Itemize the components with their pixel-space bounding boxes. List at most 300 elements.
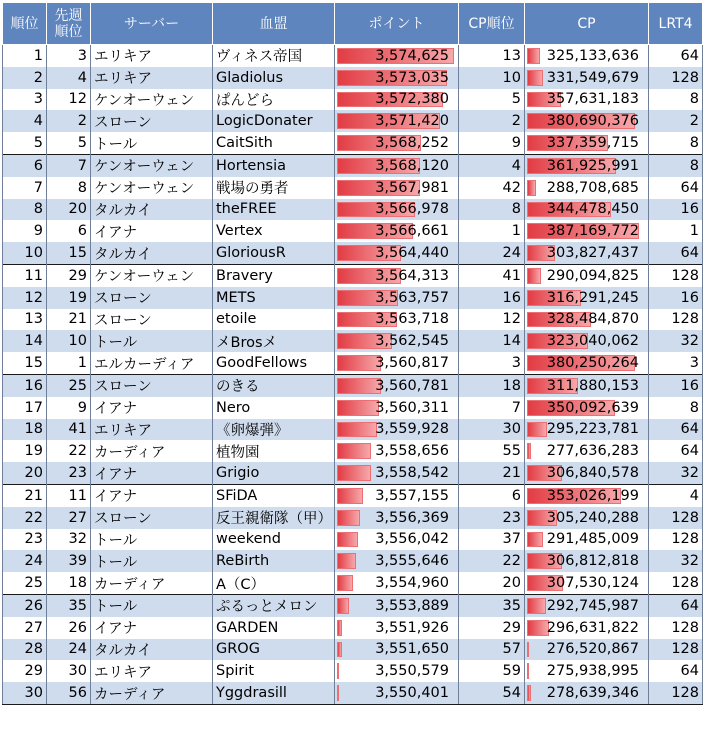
- table-row: [3, 594, 703, 616]
- lrt4-cell: 128: [649, 572, 703, 594]
- cp-cell-value: 323,040,062: [546, 333, 639, 350]
- guild-cell: Bravery: [213, 264, 335, 286]
- rank-cell: 29: [3, 660, 47, 682]
- cp-cell-bar: [527, 422, 547, 438]
- points-cell-value: 3,567,981: [375, 179, 449, 196]
- previous-rank-cell: 39: [47, 550, 91, 572]
- cp-cell-value: 306,840,578: [546, 465, 639, 482]
- points-cell-value: 3,557,155: [375, 487, 449, 504]
- points-cell-bar: [337, 532, 358, 548]
- previous-rank-cell: 6: [47, 220, 91, 242]
- cp-rank-cell: 54: [459, 682, 525, 704]
- cp-rank-cell: 9: [459, 132, 525, 154]
- cp-cell-value: 305,240,288: [546, 509, 639, 526]
- points-cell-bar: [337, 443, 371, 459]
- server-cell: トール: [91, 330, 213, 352]
- lrt4-cell: 8: [649, 154, 703, 176]
- cp-cell: [525, 529, 649, 551]
- lrt4-cell: 64: [649, 594, 703, 616]
- cp-cell-bar: [527, 532, 543, 548]
- cp-cell-value: 328,484,870: [546, 311, 639, 328]
- rank-cell: 13: [3, 309, 47, 331]
- table-row: [3, 374, 703, 396]
- lrt4-cell: 128: [649, 264, 703, 286]
- rank-cell: 7: [3, 177, 47, 199]
- table-row: [3, 199, 703, 221]
- lrt4-cell: 128: [649, 309, 703, 331]
- points-cell-value: 3,559,928: [375, 421, 449, 438]
- cp-cell-bar: [527, 180, 536, 196]
- table-row: [3, 462, 703, 484]
- points-cell: [335, 617, 459, 639]
- cp-rank-cell: 41: [459, 264, 525, 286]
- points-cell-value: 3,560,781: [375, 377, 449, 394]
- rank-cell: 26: [3, 594, 47, 616]
- guild-cell: ぱんどら: [213, 89, 335, 111]
- table-row: [3, 220, 703, 242]
- guild-cell: Nero: [213, 397, 335, 419]
- cp-cell-value: 357,631,183: [546, 91, 639, 108]
- guild-cell: Vertex: [213, 220, 335, 242]
- rank-cell: 12: [3, 287, 47, 309]
- points-cell-value: 3,556,042: [375, 531, 449, 548]
- previous-rank-cell: 23: [47, 462, 91, 484]
- cp-cell-value: 331,549,679: [546, 69, 639, 86]
- table-row: [3, 682, 703, 704]
- server-cell: ケンオーウェン: [91, 154, 213, 176]
- previous-rank-cell: 24: [47, 639, 91, 661]
- cp-rank-cell: 1: [459, 220, 525, 242]
- points-cell-value: 3,572,380: [375, 91, 449, 108]
- cp-cell-bar: [527, 443, 531, 459]
- rank-cell: 5: [3, 132, 47, 154]
- guild-cell: GloriousR: [213, 242, 335, 264]
- rank-cell: 8: [3, 199, 47, 221]
- points-cell-value: 3,566,978: [375, 201, 449, 218]
- server-cell: イアナ: [91, 484, 213, 506]
- cp-rank-cell: 30: [459, 419, 525, 441]
- points-cell-value: 3,556,369: [375, 509, 449, 526]
- server-cell: エリキア: [91, 67, 213, 89]
- previous-rank-cell: 29: [47, 264, 91, 286]
- points-cell: [335, 330, 459, 352]
- cp-cell: [525, 220, 649, 242]
- points-cell-value: 3,560,311: [375, 399, 449, 416]
- points-cell-value: 3,558,656: [375, 443, 449, 460]
- points-cell-value: 3,550,401: [375, 685, 449, 701]
- cp-cell-value: 277,636,283: [546, 443, 639, 460]
- table-row: [3, 67, 703, 89]
- points-cell: [335, 529, 459, 551]
- server-cell: スローン: [91, 287, 213, 309]
- points-cell-value: 3,564,440: [375, 245, 449, 262]
- cp-cell-bar: [527, 598, 546, 614]
- rank-cell: 6: [3, 154, 47, 176]
- cp-rank-cell: 18: [459, 374, 525, 396]
- lrt4-cell: 32: [649, 330, 703, 352]
- table-row: [3, 529, 703, 551]
- cp-rank-cell: 2: [459, 110, 525, 132]
- guild-cell: GoodFellows: [213, 352, 335, 374]
- previous-rank-cell: 25: [47, 374, 91, 396]
- cp-cell: [525, 660, 649, 682]
- points-cell-bar: [337, 663, 339, 679]
- points-cell-value: 3,571,420: [375, 113, 449, 130]
- guild-cell: weekend: [213, 529, 335, 551]
- guild-cell: SFiDA: [213, 484, 335, 506]
- header-previous-rank: 先週 順位: [47, 3, 91, 45]
- lrt4-cell: 128: [649, 67, 703, 89]
- server-cell: カーディア: [91, 682, 213, 704]
- header-row: [3, 3, 703, 45]
- cp-rank-cell: 13: [459, 45, 525, 67]
- cp-cell-value: 380,250,264: [546, 355, 639, 372]
- guild-cell: Gladiolus: [213, 67, 335, 89]
- server-cell: イアナ: [91, 462, 213, 484]
- lrt4-cell: 32: [649, 462, 703, 484]
- points-cell: [335, 309, 459, 331]
- points-cell: [335, 550, 459, 572]
- lrt4-cell: 128: [649, 682, 703, 704]
- previous-rank-cell: 30: [47, 660, 91, 682]
- cp-cell-value: 325,133,636: [546, 47, 639, 64]
- guild-cell: Hortensia: [213, 154, 335, 176]
- previous-rank-cell: 5: [47, 132, 91, 154]
- points-cell: [335, 89, 459, 111]
- cp-rank-cell: 21: [459, 462, 525, 484]
- cp-rank-cell: 20: [459, 572, 525, 594]
- table-row: [3, 419, 703, 441]
- guild-cell: ヴィネス帝国: [213, 45, 335, 67]
- lrt4-cell: 16: [649, 374, 703, 396]
- previous-rank-cell: 7: [47, 154, 91, 176]
- cp-rank-cell: 16: [459, 287, 525, 309]
- server-cell: エリキア: [91, 419, 213, 441]
- cp-cell-value: 307,530,124: [546, 575, 639, 592]
- previous-rank-cell: 20: [47, 199, 91, 221]
- rank-cell: 20: [3, 462, 47, 484]
- rank-cell: 30: [3, 682, 47, 704]
- lrt4-cell: 32: [649, 550, 703, 572]
- points-cell: [335, 572, 459, 594]
- cp-cell-value: 292,745,987: [546, 597, 639, 614]
- lrt4-cell: 64: [649, 242, 703, 264]
- rank-cell: 10: [3, 242, 47, 264]
- cp-rank-cell: 22: [459, 550, 525, 572]
- previous-rank-cell: 19: [47, 287, 91, 309]
- header-server: サーバー: [91, 3, 213, 45]
- cp-cell: [525, 419, 649, 441]
- cp-rank-cell: 29: [459, 617, 525, 639]
- header-lrt4: LRT4: [649, 3, 703, 45]
- guild-cell: GROG: [213, 639, 335, 661]
- cp-cell-value: 296,631,822: [546, 619, 639, 636]
- server-cell: スローン: [91, 507, 213, 529]
- lrt4-cell: 64: [649, 440, 703, 462]
- points-cell-bar: [337, 510, 360, 526]
- previous-rank-cell: 3: [47, 45, 91, 67]
- ranking-rows: [3, 45, 703, 705]
- points-cell: [335, 110, 459, 132]
- points-cell: [335, 242, 459, 264]
- table-row: [3, 572, 703, 594]
- guild-cell: Grigio: [213, 462, 335, 484]
- points-cell: [335, 682, 459, 704]
- rank-cell: 11: [3, 264, 47, 286]
- rank-cell: 3: [3, 89, 47, 111]
- points-cell: [335, 199, 459, 221]
- server-cell: イアナ: [91, 397, 213, 419]
- cp-cell-value: 276,520,867: [546, 641, 639, 658]
- cp-cell-value: 311,880,153: [546, 377, 639, 394]
- previous-rank-cell: 8: [47, 177, 91, 199]
- cp-cell-value: 387,169,772: [546, 223, 639, 240]
- points-cell-value: 3,563,757: [375, 289, 449, 306]
- guild-cell: 戦場の勇者: [213, 177, 335, 199]
- points-cell-value: 3,550,579: [375, 663, 449, 680]
- header-rank: 順位: [3, 3, 47, 45]
- guild-cell: Yggdrasill: [213, 682, 335, 704]
- cp-cell: [525, 309, 649, 331]
- rank-cell: 14: [3, 330, 47, 352]
- table-row: [3, 330, 703, 352]
- points-cell-bar: [337, 685, 339, 701]
- cp-cell: [525, 330, 649, 352]
- previous-rank-cell: 22: [47, 440, 91, 462]
- rank-cell: 28: [3, 639, 47, 661]
- previous-rank-cell: 12: [47, 89, 91, 111]
- cp-cell-value: 350,092,639: [546, 399, 639, 416]
- guild-cell: theFREE: [213, 199, 335, 221]
- points-cell-value: 3,574,625: [375, 47, 449, 64]
- cp-rank-cell: 14: [459, 330, 525, 352]
- table-row: [3, 287, 703, 309]
- cp-cell-bar: [527, 685, 531, 701]
- previous-rank-cell: 21: [47, 309, 91, 331]
- points-cell: [335, 67, 459, 89]
- guild-cell: ぷるっとメロン: [213, 594, 335, 616]
- cp-rank-cell: 12: [459, 309, 525, 331]
- rank-cell: 23: [3, 529, 47, 551]
- table-row: [3, 484, 703, 506]
- cp-rank-cell: 5: [459, 89, 525, 111]
- points-cell-bar: [337, 620, 342, 636]
- points-cell-bar: [337, 642, 342, 658]
- points-cell-value: 3,551,650: [375, 641, 449, 658]
- points-cell: [335, 440, 459, 462]
- cp-rank-cell: 59: [459, 660, 525, 682]
- lrt4-cell: 1: [649, 220, 703, 242]
- rank-cell: 17: [3, 397, 47, 419]
- lrt4-cell: 8: [649, 89, 703, 111]
- guild-ranking-table: [2, 2, 703, 705]
- cp-rank-cell: 24: [459, 242, 525, 264]
- table-row: [3, 639, 703, 661]
- rank-cell: 2: [3, 67, 47, 89]
- guild-cell: 反王親衛隊（甲）: [213, 507, 335, 529]
- cp-cell: [525, 507, 649, 529]
- table-row: [3, 110, 703, 132]
- cp-cell-value: 316,291,245: [546, 289, 639, 306]
- rank-cell: 21: [3, 484, 47, 506]
- lrt4-cell: 2: [649, 110, 703, 132]
- cp-cell: [525, 572, 649, 594]
- points-cell: [335, 462, 459, 484]
- cp-rank-cell: 3: [459, 352, 525, 374]
- table-row: [3, 352, 703, 374]
- previous-rank-cell: 41: [47, 419, 91, 441]
- table-row: [3, 617, 703, 639]
- server-cell: スローン: [91, 309, 213, 331]
- lrt4-cell: 16: [649, 287, 703, 309]
- cp-cell-value: 291,485,009: [546, 531, 639, 548]
- points-cell-bar: [337, 598, 349, 614]
- cp-cell: [525, 594, 649, 616]
- cp-cell: [525, 287, 649, 309]
- previous-rank-cell: 56: [47, 682, 91, 704]
- cp-rank-cell: 55: [459, 440, 525, 462]
- lrt4-cell: 128: [649, 617, 703, 639]
- rank-cell: 27: [3, 617, 47, 639]
- cp-cell-bar: [527, 663, 529, 679]
- points-cell: [335, 220, 459, 242]
- rank-cell: 9: [3, 220, 47, 242]
- lrt4-cell: 64: [649, 660, 703, 682]
- rank-cell: 1: [3, 45, 47, 67]
- server-cell: ケンオーウェン: [91, 264, 213, 286]
- server-cell: イアナ: [91, 220, 213, 242]
- table-row: [3, 242, 703, 264]
- cp-cell: [525, 462, 649, 484]
- cp-cell-bar: [527, 642, 529, 658]
- lrt4-cell: 128: [649, 639, 703, 661]
- points-cell-value: 3,553,889: [375, 597, 449, 614]
- server-cell: タルカイ: [91, 639, 213, 661]
- previous-rank-cell: 10: [47, 330, 91, 352]
- server-cell: タルカイ: [91, 199, 213, 221]
- guild-cell: METS: [213, 287, 335, 309]
- rank-cell: 18: [3, 419, 47, 441]
- header-cp: CP: [525, 3, 649, 45]
- cp-cell: [525, 617, 649, 639]
- cp-rank-cell: 10: [459, 67, 525, 89]
- server-cell: スローン: [91, 374, 213, 396]
- cp-rank-cell: 4: [459, 154, 525, 176]
- server-cell: エリキア: [91, 660, 213, 682]
- table-row: [3, 397, 703, 419]
- cp-rank-cell: 35: [459, 594, 525, 616]
- points-cell-bar: [337, 465, 371, 481]
- cp-cell: [525, 199, 649, 221]
- cp-cell-value: 275,938,995: [546, 663, 639, 680]
- cp-rank-cell: 8: [459, 199, 525, 221]
- points-cell-bar: [337, 488, 363, 504]
- rank-cell: 4: [3, 110, 47, 132]
- cp-cell: [525, 352, 649, 374]
- lrt4-cell: 64: [649, 45, 703, 67]
- lrt4-cell: 64: [649, 177, 703, 199]
- cp-cell: [525, 639, 649, 661]
- previous-rank-cell: 32: [47, 529, 91, 551]
- server-cell: エリキア: [91, 45, 213, 67]
- guild-cell: 《卵爆弾》: [213, 419, 335, 441]
- cp-cell-bar: [527, 70, 543, 86]
- cp-cell-value: 337,359,715: [546, 135, 639, 152]
- points-cell: [335, 397, 459, 419]
- table-row: [3, 660, 703, 682]
- cp-rank-cell: 37: [459, 529, 525, 551]
- previous-rank-cell: 11: [47, 484, 91, 506]
- cp-cell: [525, 177, 649, 199]
- guild-cell: のきる: [213, 374, 335, 396]
- points-cell: [335, 132, 459, 154]
- rank-cell: 19: [3, 440, 47, 462]
- cp-rank-cell: 6: [459, 484, 525, 506]
- guild-cell: GARDEN: [213, 617, 335, 639]
- cp-cell-value: 380,690,376: [546, 113, 639, 130]
- table-row: [3, 264, 703, 286]
- lrt4-cell: 4: [649, 484, 703, 506]
- lrt4-cell: 64: [649, 419, 703, 441]
- table-row: [3, 550, 703, 572]
- cp-cell: [525, 374, 649, 396]
- cp-cell: [525, 154, 649, 176]
- cp-cell: [525, 110, 649, 132]
- points-cell-value: 3,568,120: [375, 157, 449, 174]
- table-row: [3, 507, 703, 529]
- cp-cell-value: 290,094,825: [546, 267, 639, 284]
- guild-cell: メBrosメ: [213, 330, 335, 352]
- cp-rank-cell: 42: [459, 177, 525, 199]
- table-row: [3, 89, 703, 111]
- points-cell: [335, 287, 459, 309]
- cp-cell: [525, 484, 649, 506]
- guild-cell: CaitSith: [213, 132, 335, 154]
- cp-cell: [525, 89, 649, 111]
- cp-cell-value: 344,478,450: [546, 201, 639, 218]
- server-cell: スローン: [91, 110, 213, 132]
- points-cell-value: 3,560,817: [375, 355, 449, 372]
- cp-cell-bar: [527, 48, 540, 64]
- points-cell-value: 3,573,035: [375, 69, 449, 86]
- server-cell: エルカーディア: [91, 352, 213, 374]
- guild-cell: LogicDonater: [213, 110, 335, 132]
- points-cell-value: 3,564,313: [375, 267, 449, 284]
- points-cell-bar: [337, 400, 379, 416]
- rank-cell: 16: [3, 374, 47, 396]
- previous-rank-cell: 27: [47, 507, 91, 529]
- server-cell: ケンオーウェン: [91, 89, 213, 111]
- points-cell: [335, 639, 459, 661]
- points-cell: [335, 374, 459, 396]
- header-points: ポイント: [335, 3, 459, 45]
- previous-rank-cell: 15: [47, 242, 91, 264]
- cp-cell: [525, 45, 649, 67]
- points-cell-value: 3,555,646: [375, 553, 449, 570]
- cp-cell: [525, 440, 649, 462]
- guild-cell: etoile: [213, 309, 335, 331]
- points-cell-value: 3,551,926: [375, 619, 449, 636]
- server-cell: トール: [91, 550, 213, 572]
- server-cell: タルカイ: [91, 242, 213, 264]
- points-cell: [335, 45, 459, 67]
- guild-cell: Spirit: [213, 660, 335, 682]
- points-cell: [335, 419, 459, 441]
- points-cell-value: 3,562,545: [375, 333, 449, 350]
- lrt4-cell: 128: [649, 529, 703, 551]
- cp-cell-value: 361,925,991: [546, 157, 639, 174]
- points-cell: [335, 507, 459, 529]
